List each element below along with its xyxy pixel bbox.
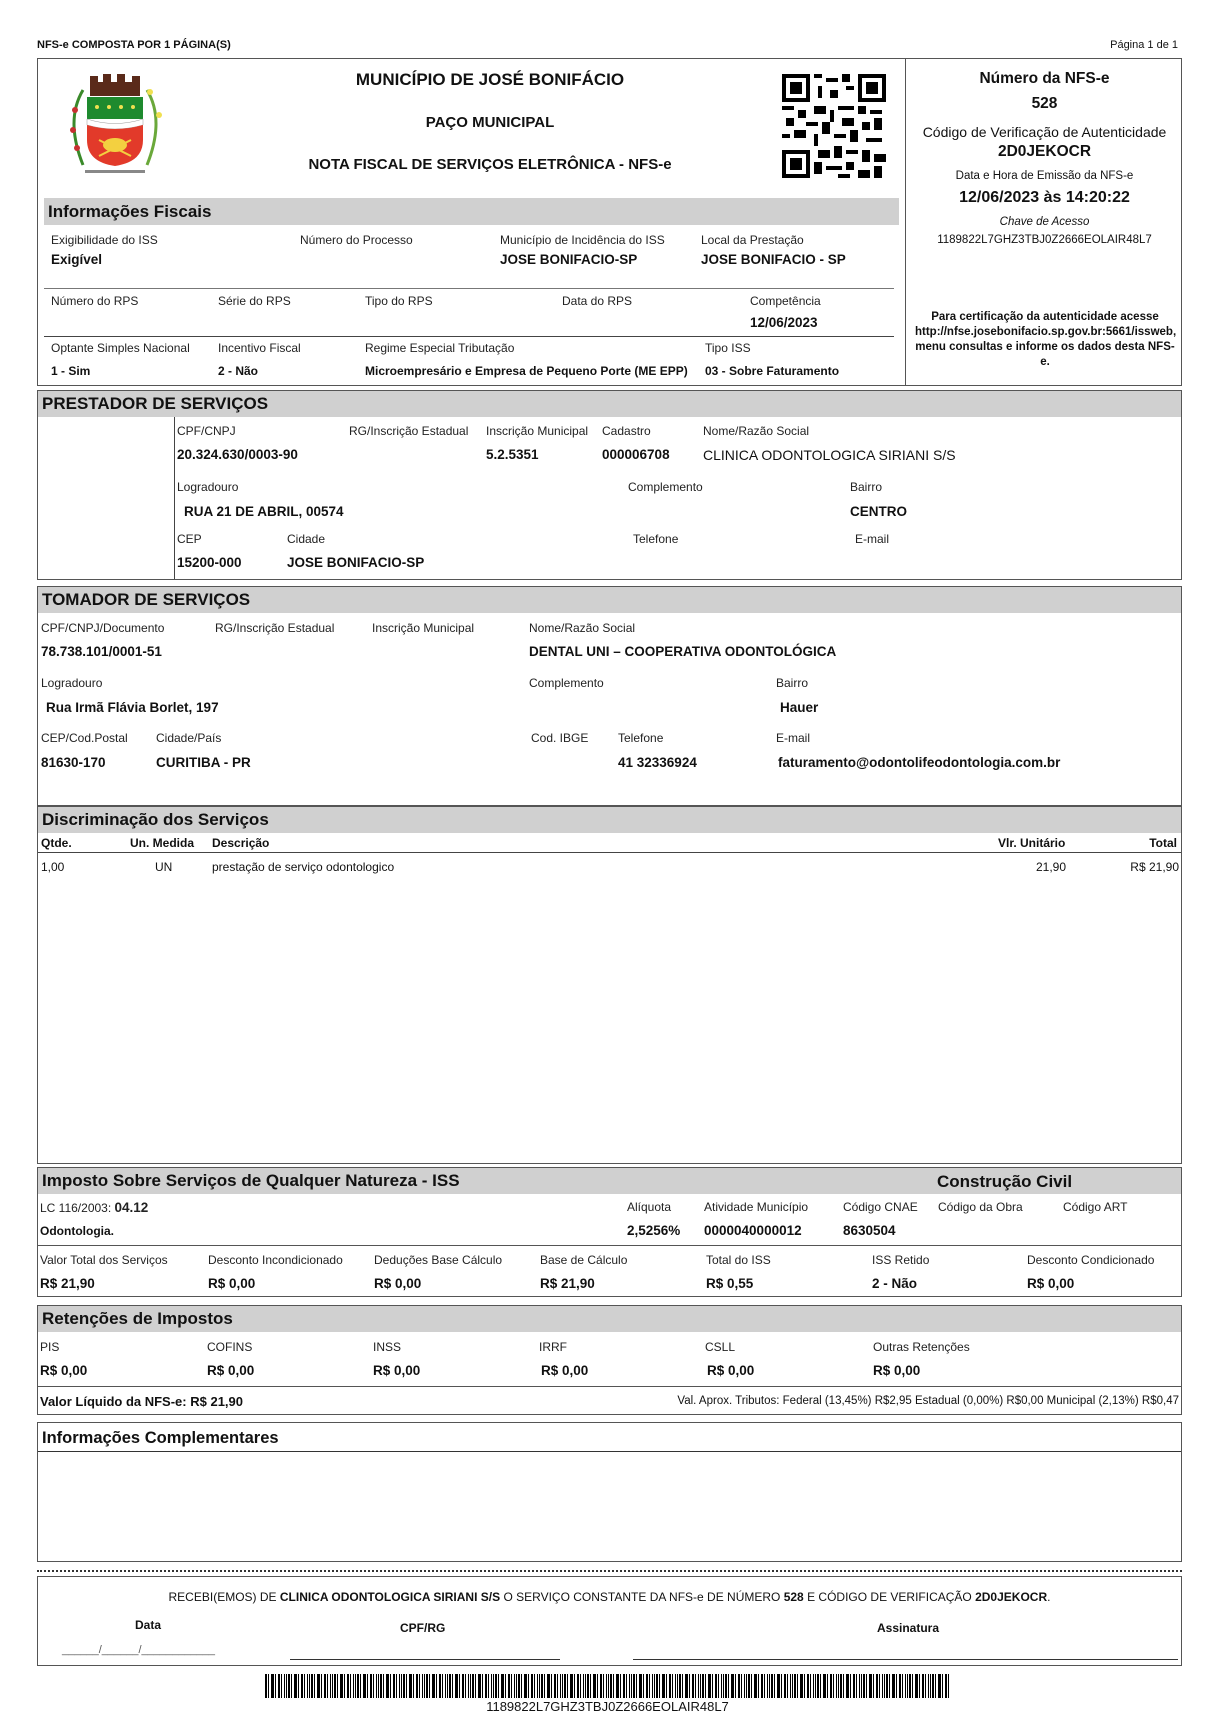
retention-label: Outras Retenções [873, 1340, 970, 1354]
iss-total-label: Desconto Incondicionado [208, 1253, 343, 1267]
barcode-text: 1189822L7GHZ3TBJ0Z2666EOLAIR48L7 [486, 1699, 729, 1714]
document-title: NOTA FISCAL DE SERVIÇOS ELETRÔNICA - NFS-e [308, 156, 672, 173]
municipality-title: MUNICÍPIO DE JOSÉ BONIFÁCIO [355, 70, 625, 89]
fiscal-label: Local da Prestação [701, 233, 804, 247]
iss-aliquota: 2,5256% [627, 1223, 681, 1238]
receipt-middle2: E CÓDIGO DE VERIFICAÇÃO [803, 1590, 976, 1604]
retention-value: R$ 0,00 [373, 1363, 421, 1378]
net-value: Valor Líquido da NFS-e: R$ 21,90 [40, 1394, 243, 1409]
fiscal-value: 12/06/2023 [750, 315, 818, 330]
provider-label: Inscrição Municipal [486, 424, 589, 438]
taker-doc: 78.738.101/0001-51 [41, 644, 162, 659]
iss-label: Atividade Município [704, 1200, 809, 1214]
retention-value: R$ 0,00 [873, 1363, 921, 1378]
barcode-icon [265, 1674, 950, 1698]
provider-label: Bairro [850, 480, 883, 494]
iss-total-value: R$ 0,00 [1027, 1276, 1075, 1291]
iss-total-value: R$ 0,00 [208, 1276, 256, 1291]
taker-label: Inscrição Municipal [372, 621, 475, 635]
fiscal-label: Data do RPS [562, 294, 633, 308]
services-box [37, 806, 1182, 1164]
receipt-suffix: . [1047, 1590, 1051, 1604]
emission-datetime: 12/06/2023 às 14:20:22 [959, 189, 1130, 206]
provider-cnpj: 20.324.630/0003-90 [177, 447, 298, 462]
receipt-prefix: RECEBI(EMOS) DE [168, 1590, 280, 1604]
cut-line [37, 1570, 1182, 1572]
receipt-date-label: Data [135, 1618, 162, 1632]
fiscal-label: Município de Incidência do ISS [500, 233, 665, 247]
taker-label: Telefone [618, 731, 664, 745]
fiscal-value: 2 - Não [218, 364, 259, 378]
row-unit: UN [155, 860, 173, 874]
taker-label: E-mail [776, 731, 811, 745]
fiscal-label: Tipo ISS [705, 341, 751, 355]
fiscal-value: JOSE BONIFACIO - SP [701, 252, 846, 267]
fiscal-label: Competência [750, 294, 821, 308]
divider [174, 417, 175, 579]
iss-label: Código ART [1063, 1200, 1128, 1214]
fiscal-value: JOSE BONIFACIO-SP [500, 252, 638, 267]
provider-name: CLINICA ODONTOLOGICA SIRIANI S/S [703, 447, 956, 463]
approx-taxes: Val. Aprox. Tributos: Federal (13,45%) R$2,95 Estadual (0,00%) R$0,00 Municipal (2,13%) R$0,47 [677, 1395, 1179, 1407]
retention-label: COFINS [207, 1340, 253, 1354]
iss-label: Código CNAE [843, 1200, 918, 1214]
iss-cnae: 8630504 [843, 1223, 896, 1238]
composition-note: NFS-e COMPOSTA POR 1 PÁGINA(S) [37, 39, 231, 51]
col-unit-price-header: Vlr. Unitário [998, 836, 1066, 850]
page-indicator: Página 1 de 1 [1110, 39, 1178, 51]
taker-title: TOMADOR DE SERVIÇOS [38, 587, 1181, 613]
row-qty: 1,00 [41, 860, 65, 874]
retention-label: PIS [40, 1340, 60, 1354]
receipt-signature-label: Assinatura [877, 1621, 940, 1635]
iss-total-label: Base de Cálculo [540, 1253, 628, 1267]
fiscal-label: Exigibilidade do ISS [51, 233, 158, 247]
receipt-number: 528 [783, 1590, 804, 1604]
complementary-title: Informações Complementares [42, 1429, 279, 1447]
retention-value: R$ 0,00 [707, 1363, 755, 1378]
col-total-header: Total [1149, 836, 1177, 850]
row-desc: prestação de serviço odontologico [212, 860, 395, 874]
access-key-label: Chave de Acesso [999, 216, 1090, 228]
provider-city: JOSE BONIFACIO-SP [287, 555, 425, 570]
col-desc-header: Descrição [212, 836, 270, 850]
verification-code: 2D0JEKOCR [997, 143, 1092, 160]
provider-label: Cadastro [602, 424, 651, 438]
fiscal-label: Número do RPS [51, 294, 139, 308]
provider-label: Complemento [628, 480, 703, 494]
row-total: R$ 21,90 [1130, 860, 1179, 874]
fiscal-label: Optante Simples Nacional [51, 341, 190, 355]
taker-name: DENTAL UNI – COOPERATIVA ODONTOLÓGICA [529, 644, 837, 659]
taker-label: Logradouro [41, 676, 103, 690]
provider-district: CENTRO [850, 504, 907, 519]
provider-label: Logradouro [177, 480, 239, 494]
divider [38, 1386, 1181, 1387]
retention-value: R$ 0,00 [541, 1363, 589, 1378]
divider [38, 1451, 1181, 1452]
lc-label [40, 1200, 148, 1215]
provider-street: RUA 21 DE ABRIL, 00574 [184, 504, 344, 519]
divider [44, 336, 894, 337]
iss-total-value: R$ 0,00 [374, 1276, 422, 1291]
provider-label: RG/Inscrição Estadual [349, 424, 469, 438]
provider-cadastro: 000006708 [602, 447, 670, 462]
taker-label: Cod. IBGE [531, 731, 589, 745]
iss-total-label: Desconto Condicionado [1027, 1253, 1155, 1267]
provider-cep: 15200-000 [177, 555, 242, 570]
office-title: PAÇO MUNICIPAL [425, 114, 555, 131]
taker-cep: 81630-170 [41, 755, 106, 770]
provider-label: Cidade [287, 532, 326, 546]
taker-label: Cidade/País [156, 731, 222, 745]
taker-phone: 41 32336924 [618, 755, 697, 770]
receipt-doc-field[interactable] [290, 1659, 560, 1660]
provider-im: 5.2.5351 [486, 447, 539, 462]
coat-of-arms-icon [55, 70, 175, 180]
lc-label-text: LC 116/2003: [40, 1201, 112, 1215]
retention-label: IRRF [539, 1340, 567, 1354]
iss-total-label: ISS Retido [872, 1253, 930, 1267]
iss-total-label: Valor Total dos Serviços [40, 1253, 168, 1267]
retention-label: INSS [373, 1340, 402, 1354]
row-unit-price: 21,90 [1035, 860, 1066, 874]
receipt-code: 2D0JEKOCR [975, 1590, 1048, 1604]
iss-atividade: 0000040000012 [704, 1223, 802, 1238]
fiscal-label: Tipo do RPS [365, 294, 433, 308]
provider-label: E-mail [855, 532, 890, 546]
taker-city: CURITIBA - PR [156, 755, 251, 770]
emission-label: Data e Hora de Emissão da NFS-e [955, 170, 1134, 182]
receipt-provider-name: CLINICA ODONTOLOGICA SIRIANI S/S [279, 1590, 501, 1604]
col-qty-header: Qtde. [41, 836, 72, 850]
fiscal-value: 03 - Sobre Faturamento [705, 364, 840, 378]
nfse-number-label: Número da NFS-e [979, 70, 1110, 87]
taker-street: Rua Irmã Flávia Borlet, 197 [46, 700, 219, 715]
receipt-statement [37, 1590, 1182, 1604]
lc-code: 04.12 [114, 1200, 149, 1215]
iss-total-value: R$ 21,90 [540, 1276, 595, 1291]
provider-label: Telefone [633, 532, 679, 546]
taker-district: Hauer [780, 700, 819, 715]
taker-label: CEP/Cod.Postal [41, 731, 128, 745]
iss-total-label: Deduções Base Cálculo [374, 1253, 503, 1267]
fiscal-value: 1 - Sim [51, 364, 91, 378]
retentions-title: Retenções de Impostos [38, 1306, 1181, 1332]
iss-total-label: Total do ISS [706, 1253, 771, 1267]
receipt-doc-label: CPF/RG [400, 1621, 446, 1635]
fiscal-label: Série do RPS [218, 294, 291, 308]
provider-label: Nome/Razão Social [703, 424, 810, 438]
qr-code-icon [782, 74, 886, 178]
fiscal-value: Exigível [51, 252, 103, 267]
provider-label: CPF/CNPJ [177, 424, 236, 438]
taker-label: Bairro [776, 676, 809, 690]
retention-value: R$ 0,00 [207, 1363, 255, 1378]
divider [44, 288, 894, 289]
fiscal-info-title: Informações Fiscais [44, 198, 899, 225]
iss-total-value: R$ 21,90 [40, 1276, 95, 1291]
taker-label: Complemento [529, 676, 604, 690]
header-divider [905, 58, 906, 386]
receipt-signature-field[interactable] [633, 1659, 1178, 1660]
services-title: Discriminação dos Serviços [38, 807, 1181, 833]
retention-value: R$ 0,00 [40, 1363, 88, 1378]
iss-total-value: 2 - Não [872, 1276, 918, 1291]
retention-label: CSLL [705, 1340, 736, 1354]
receipt-date-field[interactable]: ______/______/____________ [62, 1644, 215, 1656]
construction-title: Construção Civil [937, 1172, 1073, 1191]
divider [38, 852, 1181, 853]
taker-label: RG/Inscrição Estadual [215, 621, 335, 635]
taker-label: CPF/CNPJ/Documento [41, 621, 165, 635]
divider [38, 1245, 1181, 1246]
col-unit-header: Un. Medida [130, 836, 195, 850]
taker-box [37, 586, 1182, 806]
lc-description: Odontologia. [40, 1224, 114, 1238]
fiscal-label: Incentivo Fiscal [218, 341, 301, 355]
provider-title: PRESTADOR DE SERVIÇOS [38, 391, 1181, 417]
provider-label: CEP [177, 532, 202, 546]
iss-label: Código da Obra [938, 1200, 1023, 1214]
fiscal-value: Microempresário e Empresa de Pequeno Porte (ME EPP) [365, 364, 688, 378]
certification-text: Para certificação da autenticidade acesse http://nfse.josebonifacio.sp.gov.br:5661/issweb, menu consultas e informe os dados desta NFS-e. [915, 311, 1177, 368]
receipt-middle: O SERVIÇO CONSTANTE DA NFS-e DE NÚMERO [500, 1590, 784, 1604]
taker-label: Nome/Razão Social [529, 621, 636, 635]
iss-title: Imposto Sobre Serviços de Qualquer Natureza - ISS [38, 1168, 1181, 1194]
iss-total-value: R$ 0,55 [706, 1276, 754, 1291]
fiscal-label: Número do Processo [300, 233, 413, 247]
taker-email: faturamento@odontolifeodontologia.com.br [778, 755, 1061, 770]
nfse-number: 528 [1031, 95, 1058, 112]
fiscal-label: Regime Especial Tributação [365, 341, 515, 355]
access-key: 1189822L7GHZ3TBJ0Z2666EOLAIR48L7 [937, 234, 1152, 246]
iss-label: Alíquota [627, 1200, 672, 1214]
verification-label: Código de Verificação de Autenticidade [922, 124, 1167, 140]
